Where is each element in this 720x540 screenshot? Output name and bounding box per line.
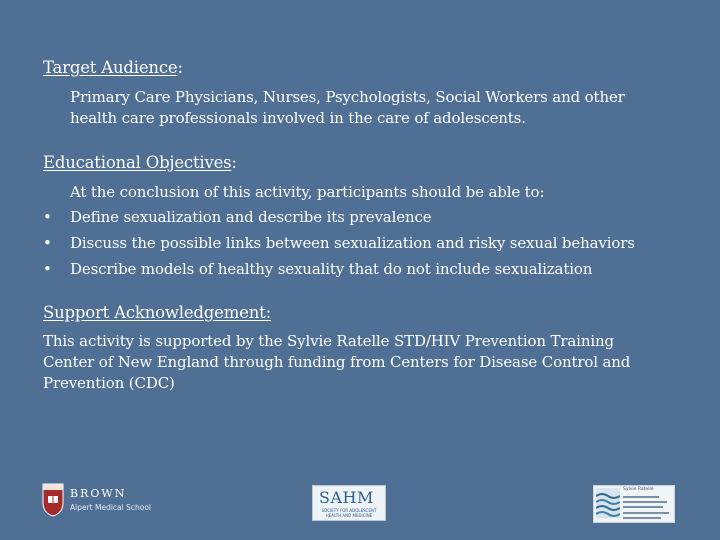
stc-wave-icon bbox=[596, 488, 620, 518]
sahm-logo bbox=[312, 485, 386, 521]
target-audience-text bbox=[70, 87, 625, 129]
target-audience-heading-text: Target Audience bbox=[43, 58, 178, 77]
objectives-intro: At the conclusion of this activity, participants should be able to: bbox=[70, 183, 545, 201]
support-text bbox=[43, 331, 630, 394]
brown-logo-name: BROWN bbox=[70, 487, 127, 500]
bullet-symbol: • bbox=[43, 208, 52, 226]
brown-logo-subtitle: Alpert Medical School bbox=[70, 503, 152, 512]
stc-text-line bbox=[623, 512, 669, 514]
target-audience-colon: : bbox=[177, 58, 183, 77]
educational-objectives-heading-text: Educational Objectives bbox=[43, 153, 232, 172]
bullet-symbol: • bbox=[43, 234, 52, 252]
stc-text-line bbox=[623, 496, 659, 498]
target-audience-line: Primary Care Physicians, Nurses, Psychologists, Social Workers and other bbox=[70, 88, 625, 106]
stc-text-line bbox=[623, 506, 663, 508]
support-acknowledgement-heading-text: Support Acknowledgement: bbox=[43, 303, 271, 322]
bullet-symbol: • bbox=[43, 260, 52, 278]
sahm-logo-tagline: SOCIETY FOR ADOLESCENT HEALTH AND MEDICINE bbox=[321, 508, 377, 518]
support-line: Center of New England through funding from Centers for Disease Control and bbox=[43, 353, 631, 371]
objective-bullet bbox=[43, 208, 703, 228]
objective-bullet bbox=[43, 234, 703, 254]
stc-text-line bbox=[623, 501, 667, 503]
brown-shield-icon bbox=[42, 483, 64, 517]
stc-logo bbox=[593, 485, 675, 523]
support-line: Prevention (CDC) bbox=[43, 374, 175, 392]
stc-logo-name: Sylvie Ratelle bbox=[623, 487, 654, 492]
objective-bullet bbox=[43, 260, 703, 280]
support-line: This activity is supported by the Sylvie Ratelle STD/HIV Prevention Training bbox=[43, 332, 614, 350]
objective-text: Discuss the possible links between sexualization and risky sexual behaviors bbox=[70, 234, 635, 252]
objective-text: Describe models of healthy sexuality that do not include sexualization bbox=[70, 260, 593, 278]
stc-text-line bbox=[623, 517, 661, 519]
target-audience-line: health care professionals involved in the care of adolescents. bbox=[70, 109, 526, 127]
educational-objectives-colon: : bbox=[231, 153, 237, 172]
objective-text: Define sexualization and describe its prevalence bbox=[70, 208, 432, 226]
brown-logo bbox=[42, 483, 152, 519]
sahm-logo-name: SAHM bbox=[319, 488, 374, 507]
target-audience-heading bbox=[43, 58, 183, 77]
support-acknowledgement-heading bbox=[43, 303, 271, 322]
educational-objectives-heading bbox=[43, 153, 237, 172]
